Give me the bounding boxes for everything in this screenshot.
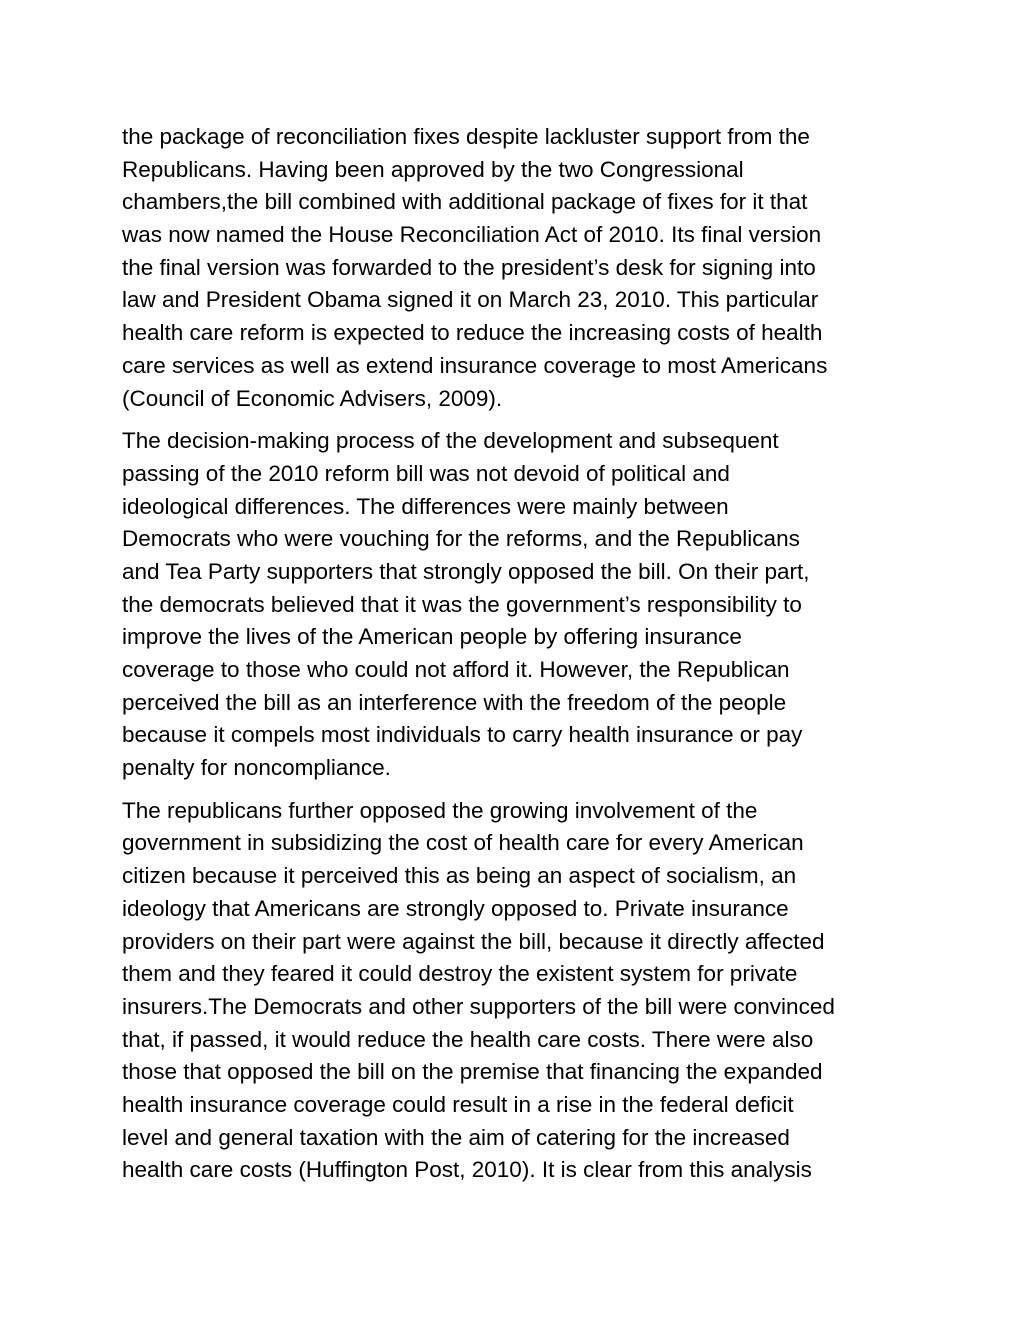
text-line: ideology that Americans are strongly opposed to. Private insurance: [122, 895, 789, 921]
text-line: and Tea Party supporters that strongly opposed the bill. On their part,: [122, 558, 810, 584]
text-line: The republicans further opposed the growing involvement of the: [122, 797, 758, 823]
text-line: passing of the 2010 reform bill was not devoid of political and: [122, 460, 730, 486]
text-line: chambers,the bill combined with additional package of fixes for it that: [122, 189, 808, 215]
text-line: perceived the bill as an interference with the freedom of the people: [122, 689, 787, 715]
paragraph-1: [122, 121, 912, 415]
text-line: The decision-making process of the development and subsequent: [122, 428, 779, 454]
text-line: level and general taxation with the aim of catering for the increased: [122, 1124, 790, 1150]
text-line: that, if passed, it would reduce the health care costs. There were also: [122, 1026, 814, 1052]
text-line: insurers.The Democrats and other supporters of the bill were convinced: [122, 993, 835, 1019]
paragraph-2: [122, 425, 912, 785]
text-line: the final version was forwarded to the president’s desk for signing into: [122, 254, 816, 280]
text-line: law and President Obama signed it on March 23, 2010. This particular: [122, 287, 819, 313]
text-line: the package of reconciliation fixes despite lackluster support from the: [122, 124, 810, 149]
text-line: government in subsidizing the cost of health care for every American: [122, 830, 804, 856]
text-line: ideological differences. The differences were mainly between: [122, 493, 729, 519]
document-body: [122, 121, 912, 1187]
text-line: penalty for noncompliance.: [122, 755, 391, 781]
text-line: them and they feared it could destroy the existent system for private: [122, 961, 798, 987]
text-line: the democrats believed that it was the government’s responsibility to: [122, 591, 802, 617]
text-line: providers on their part were against the bill, because it directly affected: [122, 928, 825, 954]
text-line: care services as well as extend insurance coverage to most Americans: [122, 352, 828, 378]
text-line: health care reform is expected to reduce the increasing costs of health: [122, 320, 823, 346]
text-line: was now named the House Reconciliation Act of 2010. Its final version: [122, 222, 822, 248]
text-line: coverage to those who could not afford it. However, the Republican: [122, 657, 790, 682]
text-line: (Council of Economic Advisers, 2009).: [122, 385, 503, 411]
paragraph-3: [122, 795, 912, 1187]
text-line: Republicans. Having been approved by the two Congressional: [122, 156, 744, 182]
text-line: because it compels most individuals to carry health insurance or pay: [122, 722, 803, 748]
text-line: citizen because it perceived this as being an aspect of socialism, an: [122, 863, 797, 889]
text-line: health insurance coverage could result in a rise in the federal deficit: [122, 1091, 794, 1117]
text-line: improve the lives of the American people by offering insurance: [122, 624, 742, 650]
text-line: Democrats who were vouching for the reforms, and the Republicans: [122, 526, 800, 552]
text-line: health care costs (Huffington Post, 2010). It is clear from this analysis: [122, 1157, 812, 1183]
text-line: those that opposed the bill on the premise that financing the expanded: [122, 1059, 823, 1085]
